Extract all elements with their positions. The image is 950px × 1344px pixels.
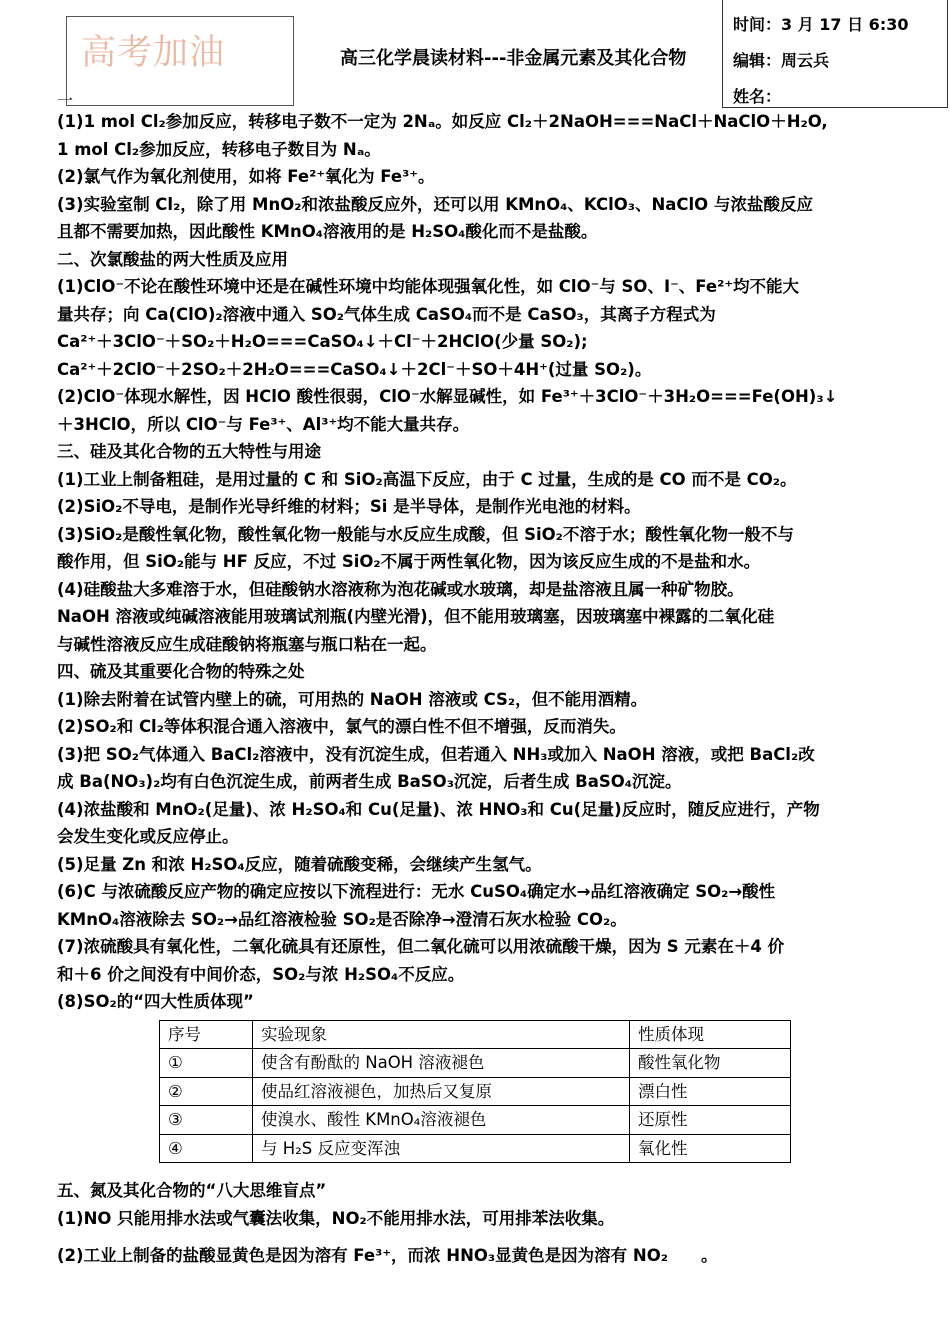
- text-line: 和＋6 价之间没有中间价态，SO₂与浓 H₂SO₄不反应。: [57, 964, 465, 984]
- text-line: (1)1 mol Cl₂参加反应，转移电子数不一定为 2Nₐ。如反应 Cl₂＋2NaOH===NaCl＋NaClO＋H₂O,: [57, 112, 828, 131]
- info-box: [722, 0, 948, 108]
- text-line: (1)NO 只能用排水法或气囊法收集，NO₂不能用排水法，可用排苯法收集。: [57, 1208, 615, 1228]
- table-cell: 还原性: [630, 1106, 791, 1135]
- table-cell: 使品红溶液褪色，加热后又复原: [253, 1077, 630, 1106]
- table-row: [160, 1134, 791, 1163]
- table-cell: ②: [160, 1077, 253, 1106]
- table-cell: 性质体现: [630, 1020, 791, 1049]
- text-line: Ca²⁺＋3ClO⁻＋SO₂＋H₂O===CaSO₄↓＋Cl⁻＋2HClO(少量 SO₂);: [57, 332, 588, 351]
- text-line: NaOH 溶液或纯碱溶液能用玻璃试剂瓶(内壁光滑)，但不能用玻璃塞，因玻璃塞中裸露的二氧化硅: [57, 607, 775, 626]
- section-one-marker: 一: [57, 91, 74, 110]
- text-line: (3)实验室制 Cl₂，除了用 MnO₂和浓盐酸反应外，还可以用 KMnO₄、KClO₃、NaClO 与浓盐酸反应: [57, 194, 813, 214]
- text-line: (2)SiO₂不导电，是制作光导纤维的材料；Si 是半导体，是制作光电池的材料。: [57, 497, 641, 516]
- text-line: 会发生变化或反应停止。: [57, 827, 239, 846]
- table-row: [160, 1106, 791, 1135]
- table-cell: 使溴水、酸性 KMnO₄溶液褪色: [253, 1106, 630, 1135]
- table-row: [160, 1049, 791, 1078]
- text-line: (3)把 SO₂气体通入 BaCl₂溶液中，没有沉淀生成，但若通入 NH₃或加入 NaOH 溶液，或把 BaCl₂改: [57, 744, 815, 764]
- text-line: 四、硫及其重要化合物的特殊之处: [57, 662, 305, 681]
- text-line: (2)SO₂和 Cl₂等体积混合通入溶液中，氯气的漂白性不但不增强，反而消失。: [57, 717, 626, 736]
- text-line: ＋3HClO，所以 ClO⁻与 Fe³⁺、Al³⁺均不能大量共存。: [57, 414, 470, 434]
- text-line: 成 Ba(NO₃)₂均有白色沉淀生成，前两者生成 BaSO₃沉淀，后者生成 BaSO₄沉淀。: [57, 772, 682, 791]
- text-line: (7)浓硫酸具有氧化性，二氧化硫具有还原性，但二氧化硫可以用浓硫酸干燥，因为 S 元素在＋4 价: [57, 937, 785, 956]
- stamp-text: 高考加油: [81, 33, 226, 73]
- text-line: (4)硅酸盐大多难溶于水，但硅酸钠水溶液称为泡花碱或水玻璃，却是盐溶液且属一种矿物胶。: [57, 579, 744, 599]
- text-line: 三、硅及其化合物的五大特性与用途: [57, 442, 321, 461]
- table-row: [160, 1077, 791, 1106]
- table-cell: 与 H₂S 反应变浑浊: [253, 1134, 630, 1163]
- text-line: (4)浓盐酸和 MnO₂(足量)、浓 H₂SO₄和 Cu(足量)、浓 HNO₃和 Cu(足量)反应时，随反应进行，产物: [57, 799, 820, 819]
- text-line: (1)工业上制备粗硅，是用过量的 C 和 SiO₂高温下反应，由于 C 过量，生成的是 CO 而不是 CO₂。: [57, 469, 797, 489]
- text-line: (2)工业上制备的盐酸显黄色是因为溶有 Fe³⁺，而浓 HNO₃显黄色是因为溶有 NO₂ 。: [57, 1246, 718, 1265]
- text-line: 与碱性溶液反应生成硅酸钠将瓶塞与瓶口粘在一起。: [57, 634, 437, 654]
- text-block-nitrogen: [57, 1177, 897, 1270]
- text-line: (2)氯气作为氧化剂使用，如将 Fe²⁺氧化为 Fe³⁺。: [57, 167, 435, 186]
- so2-properties-table: [159, 1020, 791, 1164]
- text-line: (1)ClO⁻不论在酸性环境中还是在碱性环境中均能体现强氧化性，如 ClO⁻与 SO、I⁻、Fe²⁺均不能大: [57, 277, 800, 296]
- text-line: Ca²⁺＋2ClO⁻＋2SO₂＋2H₂O===CaSO₄↓＋2Cl⁻＋SO＋4H⁺(过量 SO₂)。: [57, 359, 652, 379]
- text-line: 五、氮及其化合物的“八大思维盲点”: [57, 1181, 327, 1200]
- table-cell: 漂白性: [630, 1077, 791, 1106]
- editor-label: 编辑：周云兵: [733, 51, 830, 70]
- name-label: 姓名：: [733, 87, 782, 106]
- text-line: 且都不需要加热，因此酸性 KMnO₄溶液用的是 H₂SO₄酸化而不是盐酸。: [57, 222, 598, 241]
- text-line: (3)SiO₂是酸性氧化物，酸性氧化物一般能与水反应生成酸，但 SiO₂不溶于水；酸性氧化物一般不与: [57, 524, 794, 544]
- text-line: (5)足量 Zn 和浓 H₂SO₄反应，随着硫酸变稀，会继续产生氢气。: [57, 854, 542, 874]
- text-line: (8)SO₂的“四大性质体现”: [57, 992, 254, 1011]
- text-line: KMnO₄溶液除去 SO₂→品红溶液检验 SO₂是否除净→澄清石灰水检验 CO₂。: [57, 909, 627, 929]
- table-cell: 序号: [160, 1020, 253, 1049]
- time-label: 时间：3 月 17 日 6:30: [733, 15, 909, 34]
- table-cell: 实验现象: [253, 1020, 630, 1049]
- text-line: (2)ClO⁻体现水解性，因 HClO 酸性很弱，ClO⁻水解显碱性，如 Fe³⁺＋3ClO⁻＋3H₂O===Fe(OH)₃↓: [57, 387, 838, 406]
- table-row: [160, 1020, 791, 1049]
- text-line: (6)C 与浓硫酸反应产物的确定应按以下流程进行：无水 CuSO₄确定水→品红溶液确定 SO₂→酸性: [57, 882, 776, 901]
- stamp-box: [66, 16, 294, 106]
- text-line: 酸作用，但 SiO₂能与 HF 反应，不过 SiO₂不属于两性氧化物，因为该反应生成的不是盐和水。: [57, 552, 761, 571]
- text-line: 量共存；向 Ca(ClO)₂溶液中通入 SO₂气体生成 CaSO₄而不是 CaSO₃，其离子方程式为: [57, 304, 716, 324]
- text-line: 二、次氯酸盐的两大性质及应用: [57, 249, 288, 269]
- table-cell: ①: [160, 1049, 253, 1078]
- text-block-main: [57, 108, 897, 1016]
- text-line: 1 mol Cl₂参加反应，转移电子数目为 Nₐ。: [57, 139, 381, 159]
- table-cell: ④: [160, 1134, 253, 1163]
- page-title: 高三化学晨读材料---非金属元素及其化合物: [340, 48, 687, 69]
- document-body: [57, 108, 897, 1270]
- table-cell: 氧化性: [630, 1134, 791, 1163]
- table-cell: 使含有酚酞的 NaOH 溶液褪色: [253, 1049, 630, 1078]
- table-cell: ③: [160, 1106, 253, 1135]
- table-cell: 酸性氧化物: [630, 1049, 791, 1078]
- text-line: (1)除去附着在试管内壁上的硫，可用热的 NaOH 溶液或 CS₂，但不能用酒精。: [57, 689, 648, 709]
